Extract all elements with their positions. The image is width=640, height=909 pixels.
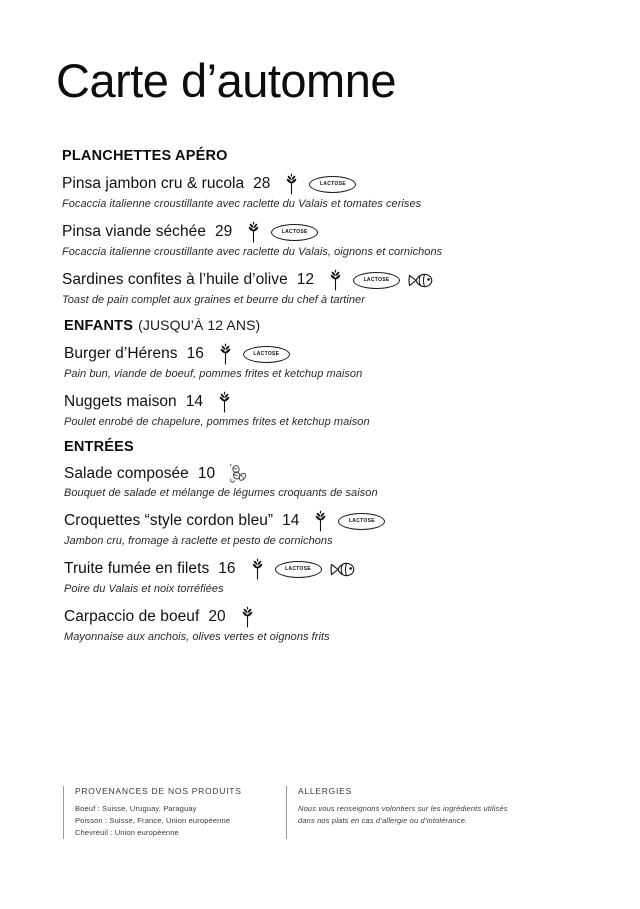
lactose-badge: LACTOSE xyxy=(338,513,385,530)
menu-item-description: Pain bun, viande de boeuf, pommes frites et ketchup maison xyxy=(64,368,363,380)
menu-item-price: 16 xyxy=(186,345,204,362)
allergen-icons xyxy=(244,221,318,243)
provenance-line: Poisson : Suisse, France, Union européenne xyxy=(75,816,231,826)
allergen-icons xyxy=(248,558,355,580)
menu-item-line xyxy=(62,269,640,291)
menu-item-description: Jambon cru, fromage à raclette et pesto de cornichons xyxy=(64,535,333,547)
menu-section xyxy=(0,317,640,428)
menu-item-line xyxy=(64,558,640,580)
menu-item xyxy=(0,221,640,258)
section-heading xyxy=(0,317,640,334)
lactose-badge: LACTOSE xyxy=(309,176,356,193)
menu-item-price: 10 xyxy=(197,465,216,482)
menu-item-name: Burger d’Hérens xyxy=(64,345,178,362)
menu-item-name: Truite fumée en filets xyxy=(64,560,210,577)
menu-item-line xyxy=(62,221,640,243)
menu-item-line xyxy=(64,510,640,532)
allergen-icons xyxy=(238,606,257,628)
menu-item-description: Focaccia italienne croustillante avec raclette du Valais et tomates cerises xyxy=(62,198,422,210)
lactose-badge: LACTOSE xyxy=(271,224,318,241)
allergies-title: ALLERGIES xyxy=(298,786,352,796)
menu-item-name: Sardines confites à l’huile d’olive xyxy=(62,271,288,288)
menu-section xyxy=(0,148,640,306)
menu-item-description: Poire du Valais et noix torréfiées xyxy=(64,583,224,595)
menu-footer xyxy=(0,786,640,839)
allergies-block xyxy=(286,786,538,839)
allergen-icons xyxy=(311,510,385,532)
wheat-icon xyxy=(248,558,267,580)
menu-item-price: 28 xyxy=(253,175,271,192)
nuts-icon xyxy=(227,464,249,484)
provenance-line: Boeuf : Suisse, Uruguay, Paraguay xyxy=(75,804,197,813)
menu-item-price: 16 xyxy=(218,560,236,577)
section-heading-text: PLANCHETTES APÉRO xyxy=(62,148,228,164)
wheat-icon xyxy=(326,269,345,291)
lactose-badge: LACTOSE xyxy=(243,346,290,363)
lactose-badge: LACTOSE xyxy=(275,561,322,578)
menu-item-line xyxy=(64,464,640,484)
menu-item-price: 20 xyxy=(208,608,226,625)
allergen-icons xyxy=(227,464,249,484)
allergies-line: dans nos plats en cas d’allergie ou d’intolérance. xyxy=(298,816,468,826)
wheat-icon xyxy=(216,343,235,365)
menu-item-price: 12 xyxy=(296,271,315,288)
provenance-line: Chevreuil : Union européenne xyxy=(75,828,179,838)
menu-item xyxy=(0,391,640,428)
menu-item-description: Mayonnaise aux anchois, olives vertes et oignons frits xyxy=(64,631,330,643)
menu-item xyxy=(0,558,640,595)
menu-item-line xyxy=(62,173,640,195)
menu-item-line xyxy=(64,343,640,365)
menu-item-name: Nuggets maison xyxy=(64,393,177,410)
section-heading xyxy=(0,439,640,455)
allergen-icons xyxy=(215,391,234,413)
lactose-badge: LACTOSE xyxy=(353,272,400,289)
menu-item xyxy=(0,464,640,499)
menu-item xyxy=(0,606,640,643)
menu-section xyxy=(0,439,640,643)
menu-item-price: 14 xyxy=(185,393,203,410)
wheat-icon xyxy=(311,510,330,532)
wheat-icon xyxy=(238,606,257,628)
menu-item xyxy=(0,510,640,547)
menu-item-line xyxy=(64,391,640,413)
menu-item-description: Poulet enrobé de chapelure, pommes frites et ketchup maison xyxy=(64,416,370,428)
menu-item-description: Focaccia italienne croustillante avec raclette du Valais, oignons et cornichons xyxy=(62,246,443,258)
allergen-icons xyxy=(326,269,433,291)
menu-item-name: Salade composée xyxy=(64,465,189,482)
section-heading-text: ENTRÉES xyxy=(64,439,134,455)
section-heading-text: ENFANTS xyxy=(64,318,134,334)
menu-item-description: Toast de pain complet aux graines et beurre du chef à tartiner xyxy=(62,294,365,306)
wheat-icon xyxy=(215,391,234,413)
menu-item-name: Carpaccio de boeuf xyxy=(64,608,200,625)
wheat-icon xyxy=(244,221,263,243)
wheat-icon xyxy=(282,173,301,195)
menu-item-line xyxy=(64,606,640,628)
fish-icon xyxy=(330,561,355,578)
fish-icon xyxy=(408,272,433,289)
allergen-icons xyxy=(282,173,356,195)
menu-item xyxy=(0,343,640,380)
menu-item-price: 14 xyxy=(282,512,300,529)
menu-item-price: 29 xyxy=(215,223,233,240)
provenance-title: PROVENANCES DE NOS PRODUITS xyxy=(75,786,242,796)
allergies-line: Nous vous renseignons volontiers sur les ingrédients utilisés xyxy=(298,804,508,813)
section-heading xyxy=(0,148,640,164)
menu-item-name: Pinsa jambon cru & rucola xyxy=(62,175,245,192)
page-title: Carte d’automne xyxy=(56,54,396,107)
menu-sections xyxy=(0,148,640,654)
allergen-icons xyxy=(216,343,290,365)
menu-item-name: Pinsa viande séchée xyxy=(62,223,206,240)
menu-item-name: Croquettes “style cordon bleu” xyxy=(64,512,274,529)
menu-item xyxy=(0,173,640,210)
menu-item-description: Bouquet de salade et mélange de légumes croquants de saison xyxy=(64,487,378,499)
provenance-block xyxy=(63,786,275,839)
section-heading-note: (JUSQU’À 12 ANS) xyxy=(138,317,261,333)
menu-item xyxy=(0,269,640,306)
